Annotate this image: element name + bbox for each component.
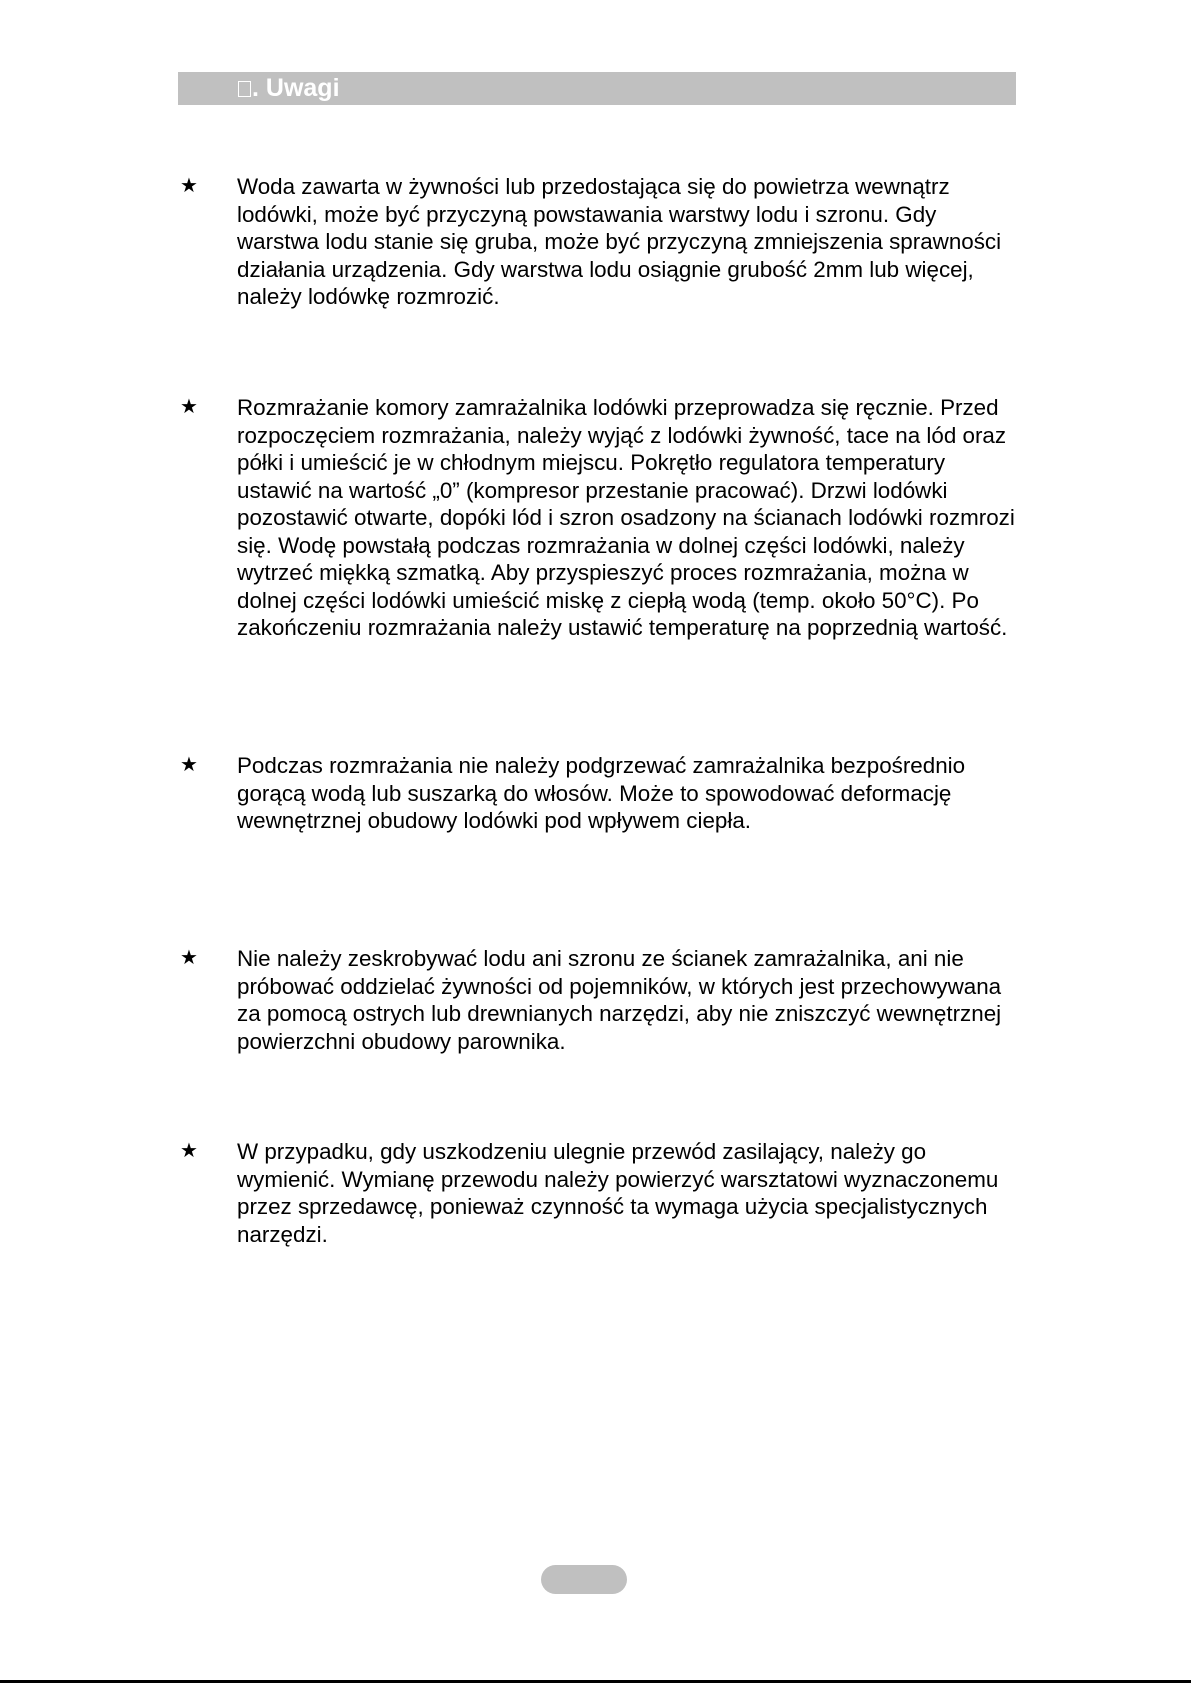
section-title bbox=[238, 74, 340, 102]
missing-glyph-icon bbox=[238, 81, 251, 97]
star-bullet-icon: ★ bbox=[180, 396, 198, 418]
note-text: Podczas rozmrażania nie należy podgrzewać zamrażalnika bezpośrednio gorącą wodą lub suszarką do włosów. Może to spowodować deformację wewnętrznej obudowy lodówki pod wpływem ciepła. bbox=[237, 753, 966, 833]
section-title-text: . Uwagi bbox=[252, 74, 340, 102]
star-bullet-icon: ★ bbox=[180, 754, 198, 776]
note-text: Nie należy zeskrobywać lodu ani szronu ze ścianek zamrażalnika, ani nie próbować oddzielać żywności od pojemników, w których jest przechowywana za pomocą ostrych lub drewnianych narzędzi, aby nie zniszczyć wewnętrznej powierzchni obudowy parownika. bbox=[237, 946, 1002, 1054]
page-number-badge bbox=[541, 1565, 627, 1594]
footer-divider bbox=[0, 1680, 1191, 1683]
star-bullet-icon: ★ bbox=[180, 1140, 198, 1162]
note-text: Woda zawarta w żywności lub przedostająca się do powietrza wewnątrz lodówki, może być przyczyną powstawania warstwy lodu i szronu. Gdy warstwa lodu stanie się gruba, może być przyczyną zmniejszenia sprawności działania urządzenia. Gdy warstwa lodu osiągnie grubość 2mm lub więcej, należy lodówkę rozmrozić. bbox=[237, 174, 1002, 309]
note-text: W przypadku, gdy uszkodzeniu ulegnie przewód zasilający, należy go wymienić. Wymianę przewodu należy powierzyć warsztatowi wyznaczonemu przez sprzedawcę, ponieważ czynność ta wymaga użycia specjalistycznych narzędzi. bbox=[237, 1139, 999, 1247]
note-text: Rozmrażanie komory zamrażalnika lodówki przeprowadza się ręcznie. Przed rozpoczęciem rozmrażania, należy wyjąć z lodówki żywność, tace na lód oraz półki i umieścić je w chłodnym miejscu. Pokrętło regulatora temperatury ustawić na wartość „0” (kompresor przestanie pracować). Drzwi lodówki pozostawić otwarte, dopóki lód i szron osadzony na ścianach lodówki rozmrozi się. Wodę powstałą podczas rozmrażania w dolnej części lodówki, należy wytrzeć miękką szmatką. Aby przyspieszyć proces rozmrażania, można w dolnej części lodówki umieścić miskę z ciepłą wodą (temp. około 50°C). Po zakończeniu rozmrażania należy ustawić temperaturę na poprzednią wartość. bbox=[237, 395, 1015, 640]
section-header-bar bbox=[178, 72, 1016, 105]
star-bullet-icon: ★ bbox=[180, 947, 198, 969]
star-bullet-icon: ★ bbox=[180, 175, 198, 197]
